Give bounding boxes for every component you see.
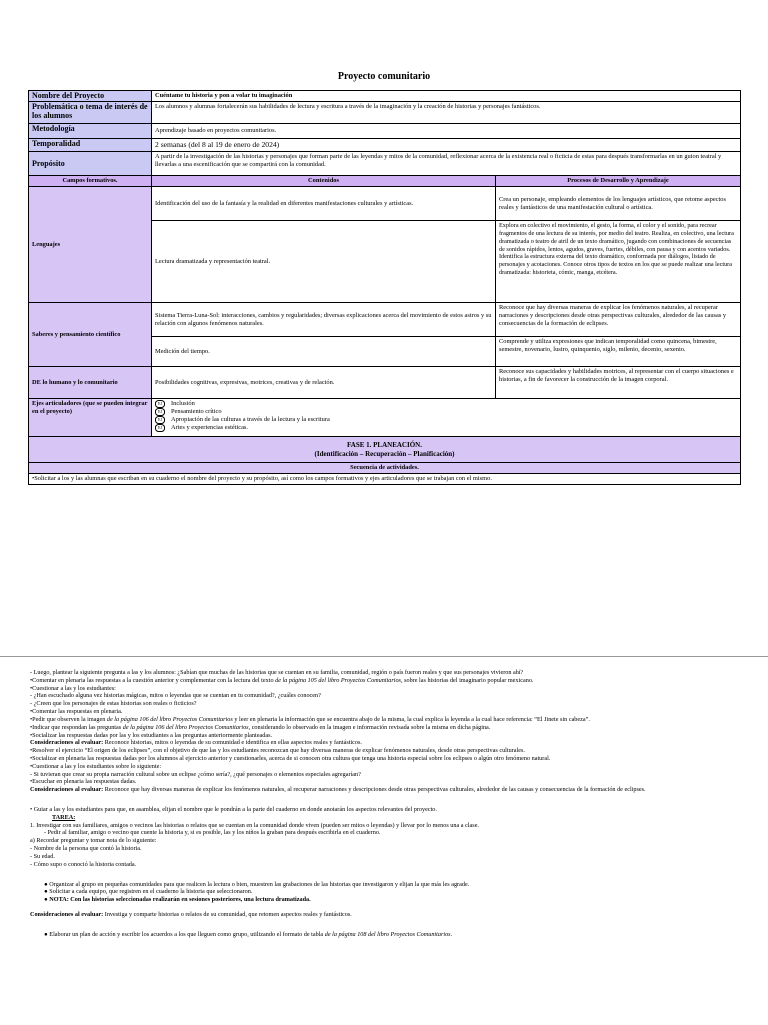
text-line: •Escuchar en plenaria las respuestas dadas. — [30, 778, 137, 786]
label-humano: DE lo humano y lo comunitario — [29, 367, 152, 399]
eje-label: Inclusión — [171, 400, 195, 408]
text-line: 1. Investigar con sus familiares, amigos o vecinos las historias o relatos que se cuentan en la comunidad donde viven (pueden ser mitos o leyendas) y llevar por lo menos una a clase. — [30, 821, 479, 829]
text-line: •Comentar las respuestas en plenaria. — [30, 708, 123, 716]
saberes-contenido-2: Medición del tiempo. — [152, 337, 496, 367]
document-page-2 — [0, 656, 768, 1025]
row-fase — [29, 437, 741, 463]
text-line: •Resolver el ejercicio “El origen de los eclipses”, con el objetivo de que las y los estudiantes reconozcan que hay diversas maneras de explicar fenómenos naturales, desde otras perspectivas culturales. — [30, 747, 525, 755]
row-problematica — [29, 102, 741, 124]
homework-heading: TAREA: — [52, 813, 76, 821]
row-metodologia — [29, 124, 741, 139]
text-line: ● Organizar al grupo en pequeñas comunidades para que realicen la lectura o bien, muestren las grabaciones de las historias que investigaron y elijan la que más les agrade. — [44, 880, 470, 888]
humano-contenido: Posibilidades cognitivas, expresivas, motrices, creativas y de relación. — [152, 367, 496, 399]
lenguajes-contenido-1: Identificación del uso de la fantasía y la realidad en diferentes manifestaciones culturales y artísticas. — [152, 187, 496, 221]
value-nombre: Cuéntame tu historia y pon a volar tu imaginación — [152, 91, 741, 102]
row-lenguajes-1 — [29, 187, 741, 221]
label-lenguajes: Lenguajes — [29, 187, 152, 303]
text-line: - ¿Han escuchado alguna vez historias mágicas, mitos o leyendas que se cuentan en tu comunidad?, ¿cuáles conocen? — [30, 692, 321, 700]
eje-item — [155, 416, 737, 424]
row-secuencia-first — [29, 474, 741, 485]
row-headers — [29, 176, 741, 187]
label-ejes: Ejes articuladores (que se pueden integrar en el proyecto) — [29, 399, 152, 437]
row-nombre — [29, 91, 741, 102]
label-metodologia: Metodología — [29, 124, 152, 139]
evaluation-note: Consideraciones al evaluar: Reconoce historias, mitos o leyendas de su comunidad e identifica en ellas aspectos reales y fantásticos. — [30, 739, 362, 747]
eje-item — [155, 408, 737, 416]
ejes-list — [152, 399, 741, 437]
text-line: •Comentar en plenaria las respuestas a la cuestión anterior y complementar con la lectura del texto de la página 105 del libro Proyectos Comunitarios, sobre las historias del imaginario popular mexicano. — [30, 676, 534, 684]
activities-body — [30, 669, 746, 939]
fase-title: FASE 1. PLANEACIÓN. — [347, 441, 422, 450]
text-line: - ¿Creen que los personajes de estas historias son reales o ficticios? — [30, 700, 197, 708]
label-saberes: Saberes y pensamiento científico — [29, 303, 152, 367]
value-metodologia: Aprendizaje basado en proyectos comunitarios. — [152, 124, 741, 139]
saberes-contenido-1: Sistema Tierra-Luna-Sol: interacciones, cambios y regularidades; diversas explicaciones acerca del movimiento de estos astros y su relación con algunos fenómenos naturales. — [152, 303, 496, 337]
project-table — [28, 90, 741, 485]
text-line: • Guiar a las y los estudiantes para que, en asamblea, elijan el nombre que le pondrán a la parte del cuaderno en donde anotarán los aspectos relevantes del proyecto. — [30, 806, 437, 813]
text-line: ● NOTA: Con las historias seleccionadas realizarán en sesiones posteriores, una lectura dramatizada. — [44, 896, 311, 904]
value-temporalidad: 2 semanas (del 8 al 19 de enero de 2024) — [152, 139, 741, 152]
label-nombre: Nombre del Proyecto — [29, 91, 152, 102]
row-ejes — [29, 399, 741, 437]
eje-icon: EJ — [155, 408, 165, 416]
text-line: •Cuestionar a las y los estudiantes sobre lo siguiente: — [30, 762, 162, 770]
evaluation-note: Consideraciones al evaluar: Reconoce que hay diversas maneras de explicar los fenómenos naturales, al recuperar narraciones y descripciones desde otras perspectivas culturales, alrededor de las causas y consecuencias de la formación de eclipses. — [30, 786, 646, 794]
lenguajes-contenido-2: Lectura dramatizada y representación teatral. — [152, 221, 496, 303]
book-reference: de la página 108 del libro Proyectos Comunitarios — [324, 930, 451, 938]
text-line: •Indicar que respondan las preguntas de la página 106 del libro Proyectos Comunitarios, considerando lo observado en la imagen e información revisada sobre la misma en dicha página. — [30, 723, 491, 731]
book-reference: de la página 105 del libro Proyectos Comunitarios — [275, 676, 401, 684]
text-line: ● Elaborar un plan de acción y escribir los acuerdos a los que lleguen como grupo, utilizando el formato de tabla de la página 108 del libro Proyectos Comunitarios. — [44, 930, 453, 938]
header-contenidos: Contenidos — [152, 176, 496, 187]
eje-label: Pensamiento crítico — [171, 408, 222, 416]
row-secuencia — [29, 463, 741, 474]
secuencia-first: •Solicitar a los y las alumnas que escriban en su cuaderno el nombre del proyecto y su propósito, así como los campos formativos y ejes articuladores que se trabajan con el mismo. — [29, 474, 741, 485]
text-line: a) Recordar preguntar y tomar nota de lo siguiente: — [30, 837, 157, 845]
text-line: - Si tuvieran que crear su propia narración cultural sobre un eclipse ¿cómo sería?, ¿qué personajes o elementos especiales agregarían? — [30, 770, 361, 778]
label-problematica: Problemática o tema de interés de los alumnos — [29, 102, 152, 124]
row-saberes-1 — [29, 303, 741, 337]
header-campos: Campos formativos. — [29, 176, 152, 187]
page-title: Proyecto comunitario — [337, 71, 431, 82]
row-temporalidad — [29, 139, 741, 152]
text-line: - Luego, plantear la siguiente pregunta a las y los alumnos: ¿Sabían que muchas de las historias que se cuentan en su familia, comunidad, región o país fueron reales y que sus personajes vivieron ahí? — [30, 669, 524, 676]
text-line: - Su edad. — [30, 852, 55, 860]
text-line: •Pedir que observen la imagen de la página 106 del libro Proyectos Comunitarios y leer en plenaria la información que se encuentra abajo de la misma, la cual explica la leyenda a la cual hace referencia: “El Jinete sin cabeza”. — [30, 715, 590, 723]
text-line: ● Solicitar a cada equipo, que registren en el cuaderno la historia que seleccionaron. — [44, 888, 253, 896]
text-line: - Pedir al familiar, amigo o vecino que cuente la historia y, si es posible, las y los niños la graban para después escribirla en el cuaderno. — [44, 829, 381, 837]
eje-label: Apropiación de las culturas a través de la lectura y la escritura — [171, 416, 330, 424]
text-line: - Cómo supo o conoció la historia contada. — [30, 860, 137, 868]
label-proposito: Propósito — [29, 152, 152, 176]
text-line: •Socializar en plenaria las respuestas dadas por los alumnos al ejercicio anterior y cuestionarles, acerca de si conocen otra cultura que tenga una historia especial sobre los eclipses o algún otro fenómeno natural. — [30, 754, 551, 762]
secuencia-heading: Secuencia de actividades. — [29, 463, 741, 474]
eje-icon: EJ — [155, 416, 165, 424]
book-reference: de la página 106 del libro Proyectos Comunitarios — [122, 723, 249, 731]
text-line: •Cuestionar a las y los estudiantes: — [30, 684, 116, 692]
text-line: •Socializar las respuestas dadas por las y los estudiantes a las preguntas anteriormente planteadas. — [30, 731, 273, 739]
fase-subtitle: (Identificación – Recuperación – Planificación) — [314, 449, 455, 458]
saberes-pda-2: Comprende y utiliza expresiones que indican temporalidad como quincena, bimestre, semestre, novenario, lustro, quinquenio, siglo, milenio, decenio, sexenio. — [496, 337, 741, 367]
eje-icon: EJ — [155, 424, 165, 432]
row-proposito — [29, 152, 741, 176]
label-temporalidad: Temporalidad — [29, 139, 152, 152]
lenguajes-pda-1: Crea un personaje, empleando elementos de los lenguajes artísticos, que retome aspectos reales y fantásticos de una manifestación cultural o artística. — [496, 187, 741, 221]
lenguajes-pda-2: Explora en colectivo el movimiento, el gesto, la forma, el color y el sonido, para recrear fragmentos de una lectura de su interés, por medio del teatro. Realiza, en colectivo, una lectura dramatizada o teatro de atril de un texto dramático, jugando con combinaciones de secuencias de sonidos rápidos, lentos, agudos, graves, fuertes, débiles, con pausa y con acentos variados. Identifica la estructura externa del texto dramático, conformada por diálogos, listado de personajes y acotaciones. Conoce otros tipos de textos en los que se puede realizar una lectura dramatizada: historieta, cómic, manga, etcétera. — [496, 221, 741, 303]
eje-icon: EJ — [155, 400, 165, 408]
fase-heading — [29, 437, 741, 463]
row-humano — [29, 367, 741, 399]
value-proposito: A partir de la investigación de las historias y personajes que forman parte de las leyendas y mitos de la comunidad, reflexionar acerca de la existencia real o ficticia de estas para después transformarlas en un guion teatral y llevarlas a una escenificación que se compartirá con la comunidad. — [152, 152, 741, 176]
value-problematica: Los alumnos y alumnas fortalecerán sus habilidades de lectura y escritura a través de la imaginación y la creación de historias y personajes fantásticos. — [152, 102, 741, 124]
eje-item — [155, 400, 737, 408]
header-procesos: Procesos de Desarrollo y Aprendizaje — [496, 176, 741, 187]
eje-label: Artes y experiencias estéticas. — [171, 424, 249, 432]
eje-item — [155, 424, 737, 432]
saberes-pda-1: Reconoce que hay diversas maneras de explicar los fenómenos naturales, al recuperar narraciones y descripciones desde otras perspectivas culturales, alrededor de las causas y consecuencias de la formación de eclipses. — [496, 303, 741, 337]
humano-pda: Reconoce sus capacidades y habilidades motrices, al representar con el cuerpo situaciones e historias, a fin de favorecer la construcción de la imagen corporal. — [496, 367, 741, 399]
book-reference: de la página 106 del libro Proyectos Comunitarios — [106, 715, 233, 723]
evaluation-note: Consideraciones al evaluar: Investiga y comparte historias o relatos de su comunidad, que retomen aspectos reales y fantásticos. — [30, 910, 352, 918]
text-line: - Nombre de la persona que contó la historia. — [30, 845, 142, 853]
